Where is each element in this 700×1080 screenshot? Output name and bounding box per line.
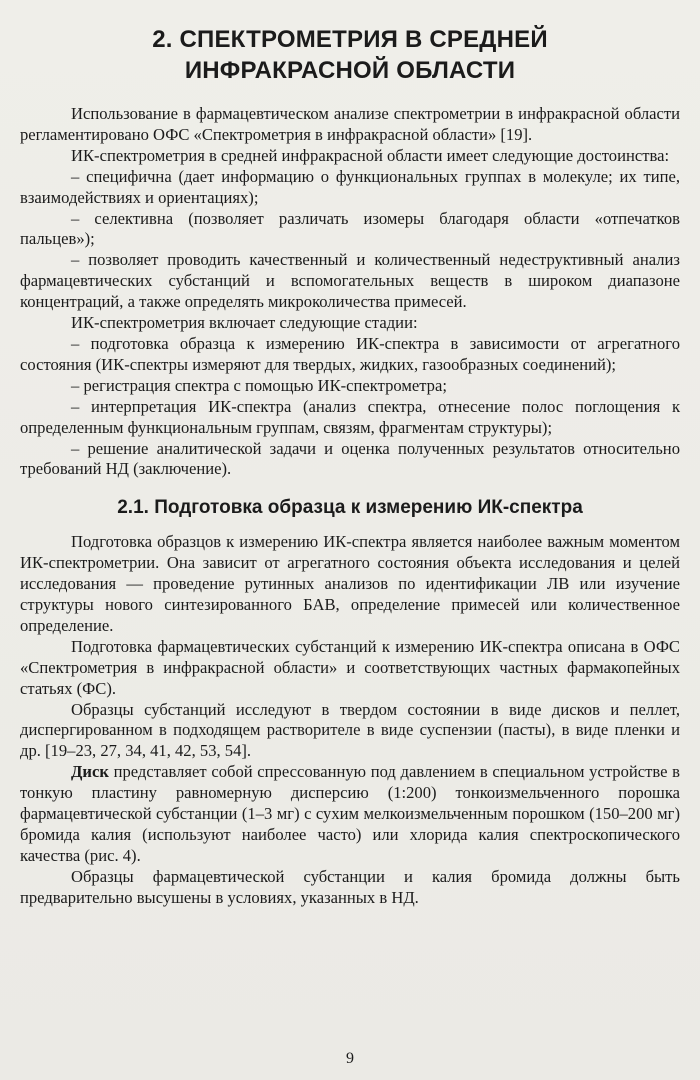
intro-paragraph: ИК-спектрометрия включает следующие стадии:	[71, 313, 418, 333]
stage-item: – регистрация спектра с помощью ИК-спектрометра;	[71, 375, 447, 395]
chapter-title-line-2: ИНФРАКРАСНОЙ ОБЛАСТИ	[184, 57, 516, 84]
advantage-item: – специфична (дает информацию о функциональных группах в молекуле; их типе, взаимодействиях и ориентациях);	[20, 166, 680, 207]
page-number: 9	[346, 1050, 354, 1067]
section-title: 2.1. Подготовка образца к измерению ИК-спектра	[117, 497, 583, 519]
section-paragraph: Подготовка фармацевтических субстанций к измерению ИК-спектра описана в ОФС «Спектрометрия в инфракрасной области» и соответствующих частных фармакопейных статьях (ФС).	[20, 636, 680, 698]
advantage-item: – селективна (позволяет различать изомеры благодаря области «отпечатков пальцев»);	[20, 208, 680, 249]
intro-paragraph: Использование в фармацевтическом анализе спектрометрии в инфракрасной области регламентировано ОФС «Спектрометрия в инфракрасной области» [19].	[20, 104, 680, 144]
section-paragraph: Подготовка образцов к измерению ИК-спектра является наиболее важным моментом ИК-спектрометрии. Она зависит от агрегатного состояния объекта исследования и целей исследования — проведение рутинных анализов по идентификации ЛВ или изучение структуры нового синтезированного БАВ, определение примесей или количественное определение.	[20, 532, 680, 635]
section-paragraph: Образцы фармацевтической субстанции и калия бромида должны быть предварительно высушены в условиях, указанных в НД.	[20, 866, 680, 907]
stage-item: – решение аналитической задачи и оценка полученных результатов относительно требований НД (заключение).	[20, 438, 680, 479]
section-paragraph: Образцы субстанций исследуют в твердом состоянии в виде дисков и пеллет, диспергированном в подходящем растворителе в виде суспензии (пасты), в виде пленки и др. [19–23, 27, 34, 41, 42, 53, 54].	[20, 699, 680, 761]
section-paragraph-disk	[20, 762, 680, 867]
intro-paragraph: ИК-спектрометрия в средней инфракрасной области имеет следующие достоинства:	[71, 145, 670, 165]
advantage-item: – позволяет проводить качественный и количественный недеструктивный анализ фармацевтических субстанций и вспомогательных веществ в широком диапазоне концентраций, а также определять микроколичества примесей.	[20, 250, 680, 312]
section-text	[20, 532, 680, 908]
chapter-title-line-1: 2. СПЕКТРОМЕТРИЯ В СРЕДНЕЙ	[152, 26, 548, 53]
intro-text	[20, 104, 680, 480]
stage-item: – подготовка образца к измерению ИК-спектра в зависимости от агрегатного состояния (ИК-спектры измеряют для твердых, жидких, газообразных соединений);	[20, 333, 680, 374]
stage-item: – интерпретация ИК-спектра (анализ спектра, отнесение полос поглощения к определенным функциональным группам, связям, фрагментам структуры);	[20, 396, 680, 437]
chapter-title	[20, 24, 680, 86]
disk-definition: представляет собой спрессованную под давлением в специальном устройстве в тонкую пластину равномерную дисперсию (1:200) тонкоизмельченного порошка фармацевтической субстанции (1–3 мг) с сухим мелкоизмельченным порошком (150–200 мг) бромида калия (используют наиболее часто) или хлорида калия спектроскопического качества (рис. 4).	[20, 762, 680, 865]
term-disk: Диск	[71, 762, 109, 782]
